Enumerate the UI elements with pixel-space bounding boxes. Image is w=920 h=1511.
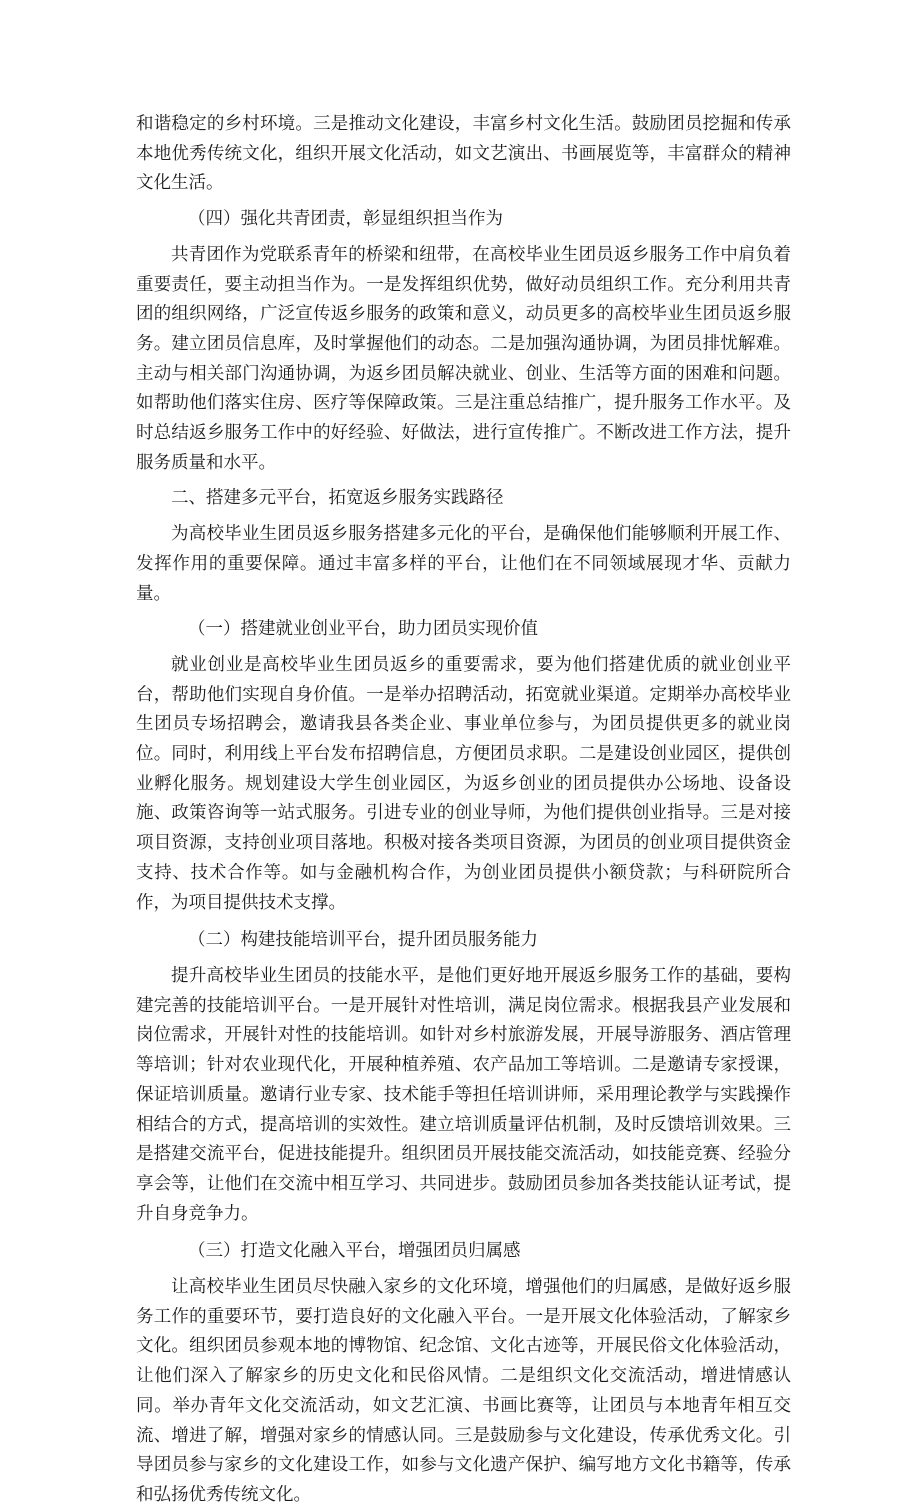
paragraph-continued: 和谐稳定的乡村环境。三是推动文化建设，丰富乡村文化生活。鼓励团员挖掘和传承本地优秀传统文化，组织开展文化活动，如文艺演出、书画展览等，丰富群众的精神文化生活。: [136, 114, 791, 194]
chapter-heading-2: 二、搭建多元平台，拓宽返乡服务实践路径: [171, 488, 504, 509]
section-heading-1: （一）搭建就业创业平台，助力团员实现价值: [188, 619, 538, 640]
paragraph: 为高校毕业生团员返乡服务搭建多元化的平台，是确保他们能够顺利开展工作、发挥作用的重要保障。通过丰富多样的平台，让他们在不同领域展现才华、贡献力量。: [136, 524, 791, 604]
paragraph: 让高校毕业生团员尽快融入家乡的文化环境，增强他们的归属感，是做好返乡服务工作的重要环节，要打造良好的文化融入平台。一是开展文化体验活动，了解家乡文化。组织团员参观本地的博物馆、纪念馆、文化古迹等，开展民俗文化体验活动，让他们深入了解家乡的历史文化和民俗风情。二是组织文化交流活动，增进情感认同。举办青年文化交流活动，如文艺汇演、书画比赛等，让团员与本地青年相互交流、增进了解，增强对家乡的情感认同。三是鼓励参与文化建设，传承优秀文化。引导团员参与家乡的文化建设工作，如参与文化遗产保护、编写地方文化书籍等，传承和弘扬优秀传统文化。: [136, 1277, 791, 1505]
paragraph: 提升高校毕业生团员的技能水平，是他们更好地开展返乡服务工作的基础，要构建完善的技能培训平台。一是开展针对性培训，满足岗位需求。根据我县产业发展和岗位需求，开展针对性的技能培训。如针对乡村旅游发展，开展导游服务、酒店管理等培训；针对农业现代化，开展种植养殖、农产品加工等培训。二是邀请专家授课，保证培训质量。邀请行业专家、技术能手等担任培训讲师，采用理论教学与实践操作相结合的方式，提高培训的实效性。建立培训质量评估机制，及时反馈培训效果。三是搭建交流平台，促进技能提升。组织团员开展技能交流活动，如技能竞赛、经验分享会等，让他们在交流中相互学习、共同进步。鼓励团员参加各类技能认证考试，提升自身竞争力。: [136, 965, 791, 1224]
section-heading-4: （四）强化共青团责，彰显组织担当作为: [188, 209, 503, 230]
paragraph: 就业创业是高校毕业生团员返乡的重要需求，要为他们搭建优质的就业创业平台，帮助他们实现自身价值。一是举办招聘活动，拓宽就业渠道。定期举办高校毕业生团员专场招聘会，邀请我县各类企业、事业单位参与，为团员提供更多的就业岗位。同时，利用线上平台发布招聘信息，方便团员求职。二是建设创业园区，提供创业孵化服务。规划建设大学生创业园区，为返乡创业的团员提供办公场地、设备设施、政策咨询等一站式服务。引进专业的创业导师，为他们提供创业指导。三是对接项目资源，支持创业项目落地。积极对接各类项目资源，为团员的创业项目提供资金支持、技术合作等。如与金融机构合作，为创业团员提供小额贷款；与科研院所合作，为项目提供技术支撑。: [136, 654, 791, 913]
section-heading-2: （二）构建技能培训平台，提升团员服务能力: [188, 930, 538, 951]
paragraph: 共青团作为党联系青年的桥梁和纽带，在高校毕业生团员返乡服务工作中肩负着重要责任，要主动担当作为。一是发挥组织优势，做好动员组织工作。充分利用共青团的组织网络，广泛宣传返乡服务的政策和意义，动员更多的高校毕业生团员返乡服务。建立团员信息库，及时掌握他们的动态。二是加强沟通协调，为团员排忧解难。主动与相关部门沟通协调，为返乡团员解决就业、创业、生活等方面的困难和问题。如帮助他们落实住房、医疗等保障政策。三是注重总结推广，提升服务工作水平。及时总结返乡服务工作中的好经验、好做法，进行宣传推广。不断改进工作方法，提升服务质量和水平。: [136, 244, 791, 473]
section-heading-3: （三）打造文化融入平台，增强团员归属感: [188, 1241, 521, 1262]
